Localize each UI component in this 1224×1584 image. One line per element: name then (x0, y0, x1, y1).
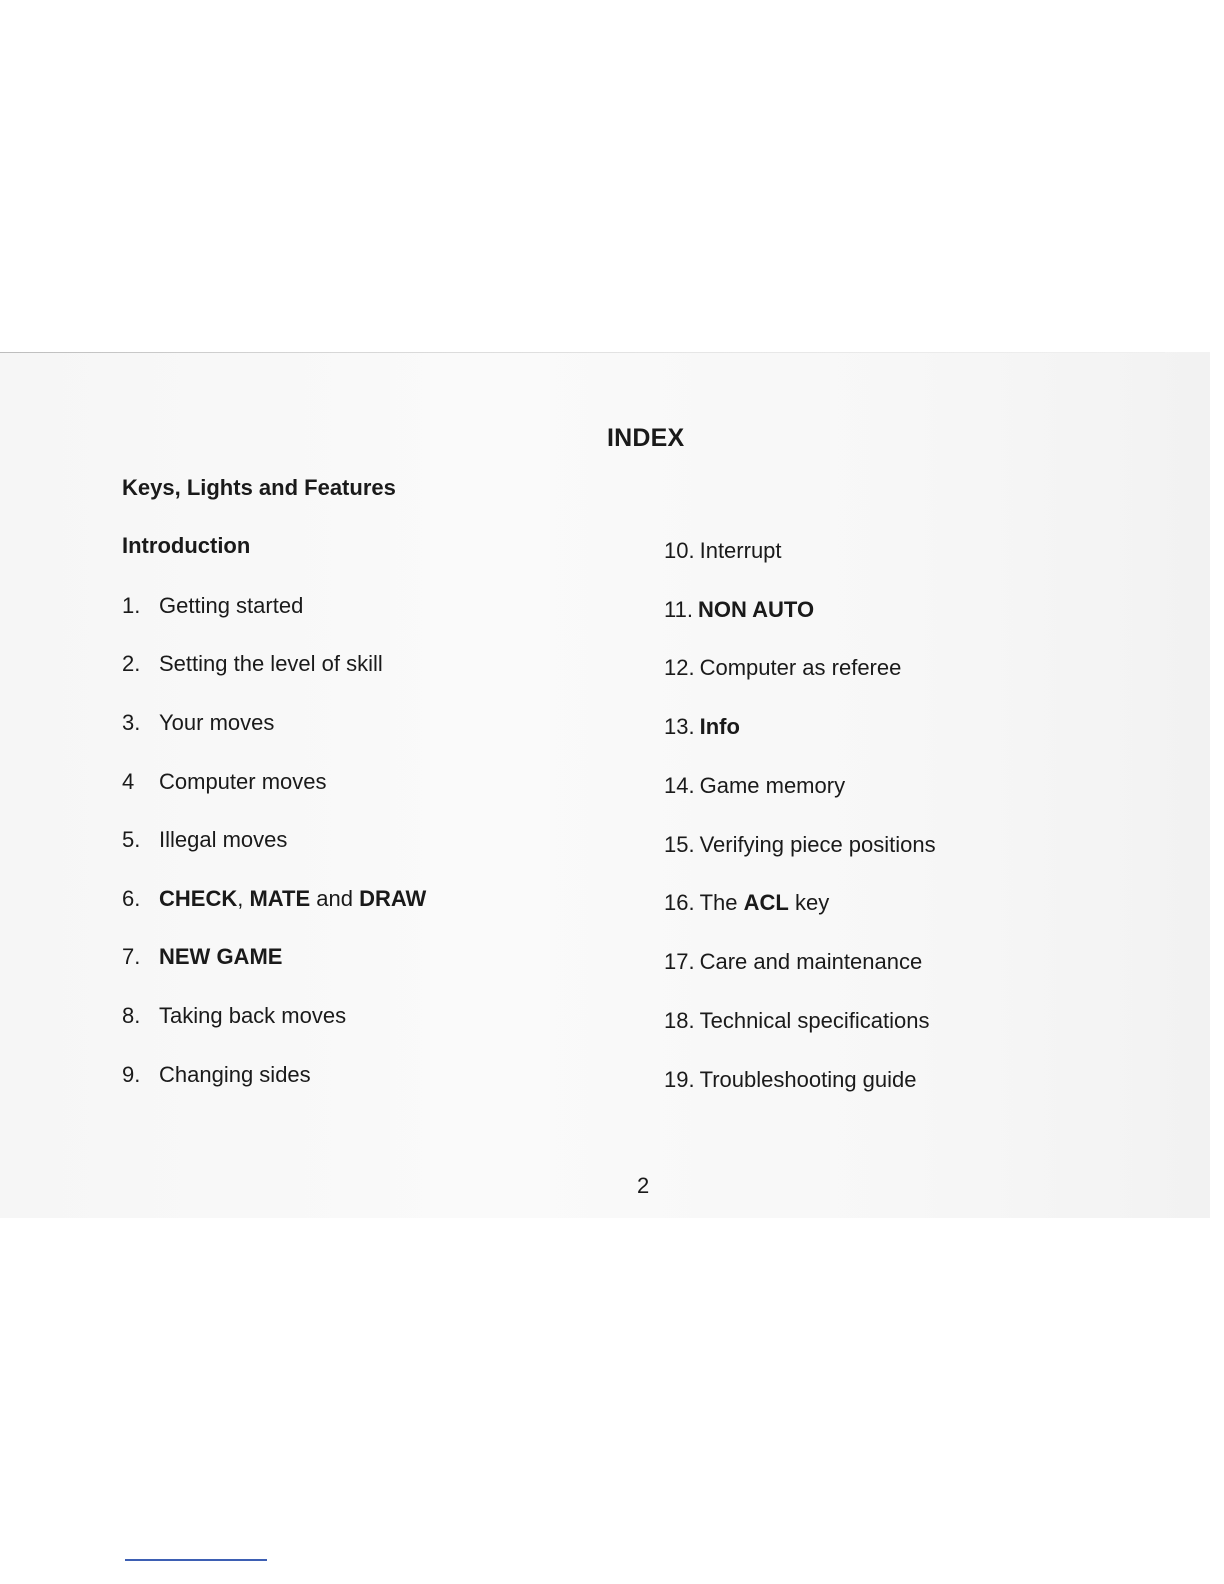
index-entry-13 (664, 714, 740, 740)
entry-label: NON AUTO (697, 597, 815, 622)
entry-number: 15. (664, 832, 695, 857)
entry-label: Changing sides (159, 1062, 311, 1087)
index-entry-11 (664, 597, 814, 623)
index-title: INDEX (607, 424, 685, 452)
entry-label: NEW GAME (159, 944, 283, 969)
entry-label: Computer moves (159, 769, 327, 794)
entry-label: Computer as referee (699, 655, 902, 680)
entry-number: 16. (664, 890, 695, 915)
entry-number: 12. (664, 655, 695, 680)
heading-introduction: Introduction (122, 533, 251, 558)
entry-number: 19. (664, 1067, 695, 1092)
index-entry-17 (664, 949, 922, 975)
index-entry-9 (122, 1062, 311, 1088)
entry-label: Troubleshooting guide (699, 1067, 917, 1092)
entry-label: Setting the level of skill (159, 651, 383, 676)
index-entry-16 (664, 890, 829, 916)
entry-number: 17. (664, 949, 695, 974)
entry-label: Illegal moves (159, 827, 288, 852)
entry-label-acl: ACL (743, 890, 789, 915)
entry-label: Verifying piece positions (699, 832, 936, 857)
entry-label-and: and (310, 886, 360, 911)
index-entry-14 (664, 773, 845, 799)
entry-number: 14. (664, 773, 695, 798)
index-entry-4 (122, 769, 327, 795)
index-entry-7 (122, 944, 282, 970)
index-entry-1 (122, 593, 303, 619)
entry-number: 10. (664, 538, 695, 563)
page-number: 2 (637, 1173, 650, 1198)
entry-label: Getting started (159, 593, 304, 618)
index-entry-8 (122, 1003, 346, 1029)
entry-label-mate: MATE (249, 886, 311, 911)
entry-number: 18. (664, 1008, 695, 1033)
entry-label-key: key (788, 890, 830, 915)
entry-label: Care and maintenance (699, 949, 923, 974)
index-entry-18 (664, 1008, 930, 1034)
entry-number: 3. (122, 710, 141, 735)
entry-label: Technical specifications (699, 1008, 930, 1033)
entry-number: 6. (122, 886, 141, 911)
entry-label: Game memory (699, 773, 846, 798)
entry-number: 8. (122, 1003, 141, 1028)
entry-number: 13. (664, 714, 695, 739)
entry-number: 7. (122, 944, 141, 969)
scan-edge-line (0, 352, 1165, 353)
index-entry-2 (122, 651, 383, 677)
entry-label-check: CHECK (159, 886, 238, 911)
entry-number: 11. (664, 597, 693, 622)
entry-number: 5. (122, 827, 141, 852)
entry-label: Your moves (159, 710, 275, 735)
index-entry-5 (122, 827, 287, 853)
heading-keys-lights-features: Keys, Lights and Features (122, 475, 396, 500)
entry-label: Interrupt (699, 538, 782, 563)
entry-label: Info (699, 714, 740, 739)
entry-label-comma: , (237, 886, 250, 911)
footer-rule (125, 1559, 267, 1561)
index-entry-12 (664, 655, 901, 681)
index-entry-19 (664, 1067, 917, 1093)
entry-label-the: The (699, 890, 744, 915)
index-entry-15 (664, 832, 936, 858)
entry-number: 2. (122, 651, 141, 676)
entry-number: 9. (122, 1062, 141, 1087)
entry-label: Taking back moves (159, 1003, 347, 1028)
index-entry-6 (122, 886, 426, 912)
entry-number: 4 (122, 769, 135, 794)
index-entry-3 (122, 710, 274, 736)
entry-number: 1. (122, 593, 141, 618)
index-entry-10 (664, 538, 782, 564)
entry-label-draw: DRAW (359, 886, 427, 911)
